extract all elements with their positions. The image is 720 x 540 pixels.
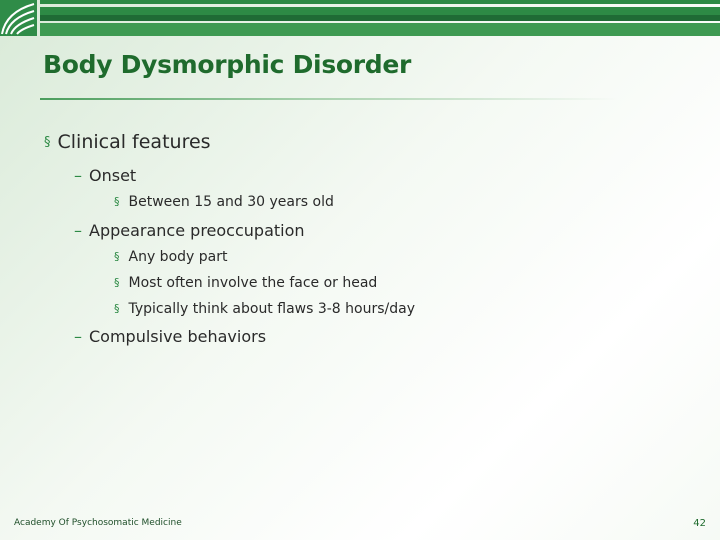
- bullet-text: Any body part: [128, 249, 228, 265]
- bullet-text: Between 15 and 30 years old: [128, 194, 334, 210]
- bullet-compulsive: [74, 327, 266, 346]
- bullet-text: Onset: [89, 166, 137, 185]
- bullet-appearance-detail: [114, 275, 377, 291]
- header-stripe: [40, 7, 720, 15]
- bullet-marker: §: [114, 195, 120, 208]
- title-divider: [40, 98, 720, 100]
- bullet-marker: §: [44, 135, 51, 150]
- arc-logo-icon: [0, 0, 37, 36]
- bullet-marker: §: [114, 302, 120, 315]
- header-bars: [0, 0, 720, 36]
- page-number: 42: [693, 518, 706, 529]
- bullet-text: Clinical features: [57, 131, 211, 153]
- bullet-text: Most often involve the face or head: [128, 275, 378, 291]
- bullet-clinical-features: [44, 131, 211, 153]
- dash-marker: –: [74, 221, 82, 240]
- bullet-appearance-detail: [114, 301, 415, 317]
- footer-organization: Academy Of Psychosomatic Medicine: [14, 518, 182, 528]
- bullet-marker: §: [114, 276, 120, 289]
- bullet-appearance-detail: [114, 249, 227, 265]
- bullet-text: Typically think about flaws 3-8 hours/day: [128, 301, 415, 317]
- slide-title: Body Dysmorphic Disorder: [43, 50, 412, 79]
- bullet-onset: [74, 166, 136, 185]
- dash-marker: –: [74, 166, 82, 185]
- header-stripe: [40, 0, 720, 4]
- bullet-onset-detail: [114, 194, 334, 210]
- header-stripe: [40, 23, 720, 36]
- bullet-appearance: [74, 221, 305, 240]
- header-stripe: [40, 15, 720, 21]
- bullet-text: Compulsive behaviors: [89, 327, 267, 346]
- dash-marker: –: [74, 327, 82, 346]
- bullet-marker: §: [114, 250, 120, 263]
- bullet-text: Appearance preoccupation: [89, 221, 305, 240]
